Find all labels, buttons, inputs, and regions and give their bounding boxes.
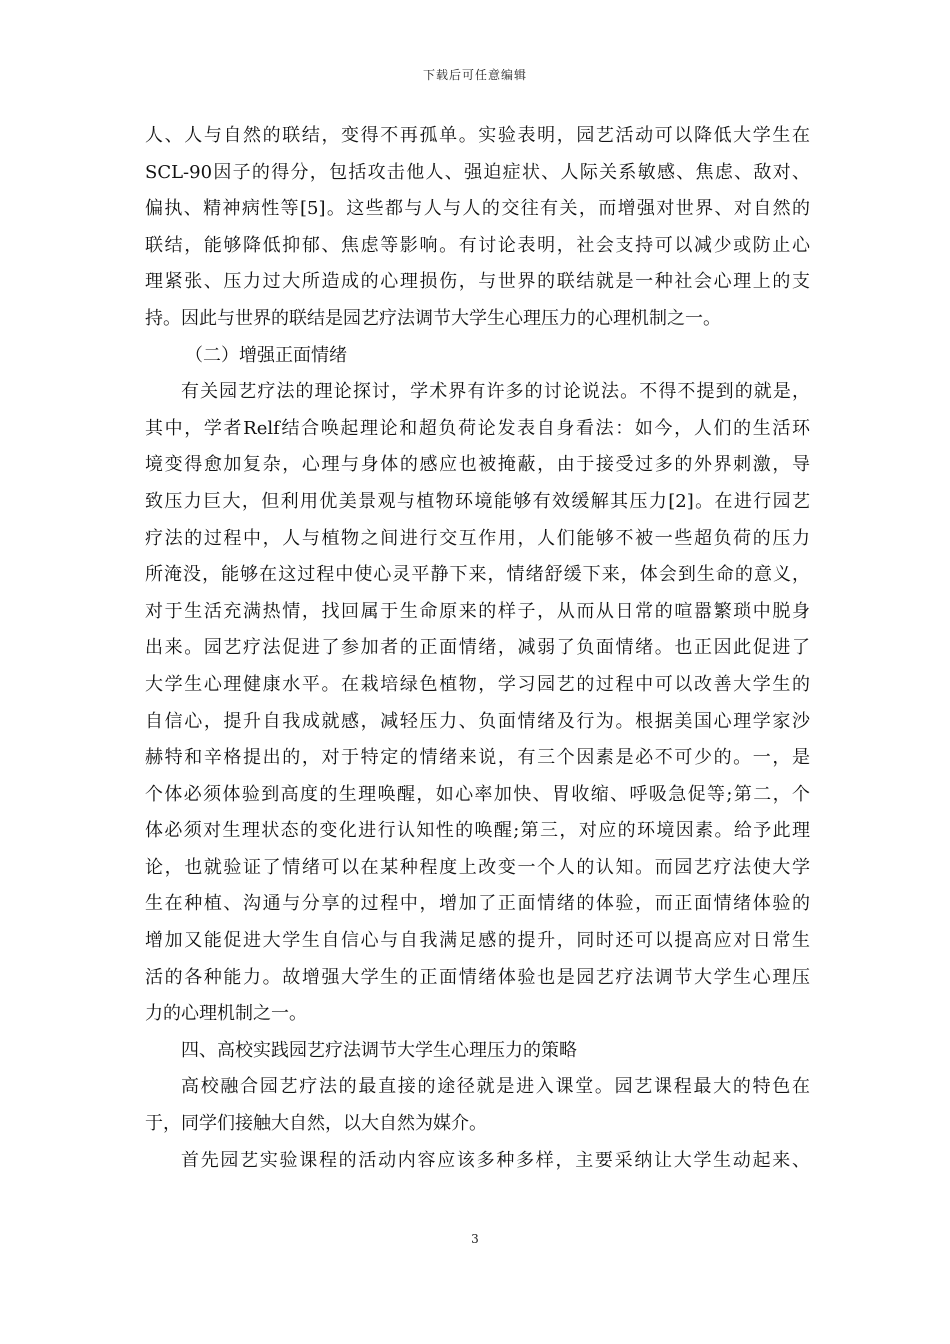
text-line: 所淹没，能够在这过程中使心灵平静下来，情绪舒缓下来，体会到生命的意义，	[145, 564, 810, 586]
text-line: 首先园艺实验课程的活动内容应该多种多样，主要采纳让大学生动起来、	[181, 1149, 810, 1171]
body-text	[145, 118, 810, 1179]
text-line: 论，也就验证了情绪可以在某种程度上改变一个人的认知。而园艺疗法使大学	[145, 856, 810, 878]
text-line: 增加又能促进大学生自信心与自我满足感的提升，同时还可以提高应对日常生	[145, 930, 810, 952]
text-line: 对于生活充满热情，找回属于生命原来的样子，从而从日常的喧嚣繁琐中脱身	[145, 600, 810, 622]
text-line: 出来。园艺疗法促进了参加者的正面情绪，减弱了负面情绪。也正因此促进了	[145, 637, 810, 659]
text-line: 自信心，提升自我成就感，减轻压力、负面情绪及行为。根据美国心理学家沙	[145, 710, 810, 732]
text-line: 高校融合园艺疗法的最直接的途径就是进入课堂。园艺课程最大的特色在	[181, 1076, 810, 1098]
text-line: 生在种植、沟通与分享的过程中，增加了正面情绪的体验，而正面情绪体验的	[145, 893, 810, 915]
text-line: 活的各种能力。故增强大学生的正面情绪体验也是园艺疗法调节大学生心理压	[145, 966, 810, 988]
section-heading: 四、高校实践园艺疗法调节大学生心理压力的策略	[181, 1039, 577, 1061]
text-line: 体必须对生理状态的变化进行认知性的唤醒;第三，对应的环境因素。给予此理	[145, 820, 810, 842]
section-heading: （二）增强正面情绪	[185, 344, 347, 366]
text-line: 致压力巨大，但利用优美景观与植物环境能够有效缓解其压力[2]。在进行园艺	[145, 490, 810, 512]
text-line: 联结，能够降低抑郁、焦虑等影响。有讨论表明，社会支持可以减少或防止心	[145, 234, 810, 256]
page-header: 下载后可任意编辑	[422, 68, 527, 82]
page-number: 3	[471, 1232, 479, 1246]
text-line: 持。因此与世界的联结是园艺疗法调节大学生心理压力的心理机制之一。	[145, 307, 721, 329]
text-line: 疗法的过程中，人与植物之间进行交互作用，人们能够不被一些超负荷的压力	[145, 527, 810, 549]
text-line: SCL-90因子的得分，包括攻击他人、强迫症状、人际关系敏感、焦虑、敌对、	[145, 161, 810, 183]
text-line: 其中，学者Relf结合唤起理论和超负荷论发表自身看法：如今，人们的生活环	[145, 417, 810, 439]
text-line: 赫特和辛格提出的，对于特定的情绪来说，有三个因素是必不可少的。一，是	[145, 747, 810, 769]
text-line: 偏执、精神病性等[5]。这些都与人与人的交往有关，而增强对世界、对自然的	[145, 198, 810, 220]
text-line: 大学生心理健康水平。在栽培绿色植物，学习园艺的过程中可以改善大学生的	[145, 673, 810, 695]
text-line: 境变得愈加复杂，心理与身体的感应也被掩蔽，由于接受过多的外界刺激，导	[145, 454, 810, 476]
text-line: 力的心理机制之一。	[145, 1003, 307, 1025]
text-line: 理紧张、压力过大所造成的心理损伤，与世界的联结就是一种社会心理上的支	[145, 271, 810, 293]
text-line: 于，同学们接触大自然，以大自然为媒介。	[145, 1113, 487, 1135]
text-line: 人、人与自然的联结，变得不再孤单。实验表明，园艺活动可以降低大学生在	[145, 125, 810, 146]
text-line: 有关园艺疗法的理论探讨，学术界有许多的讨论说法。不得不提到的就是，	[181, 381, 810, 403]
text-line: 个体必须体验到高度的生理唤醒，如心率加快、胃收缩、呼吸急促等;第二，个	[145, 783, 810, 805]
